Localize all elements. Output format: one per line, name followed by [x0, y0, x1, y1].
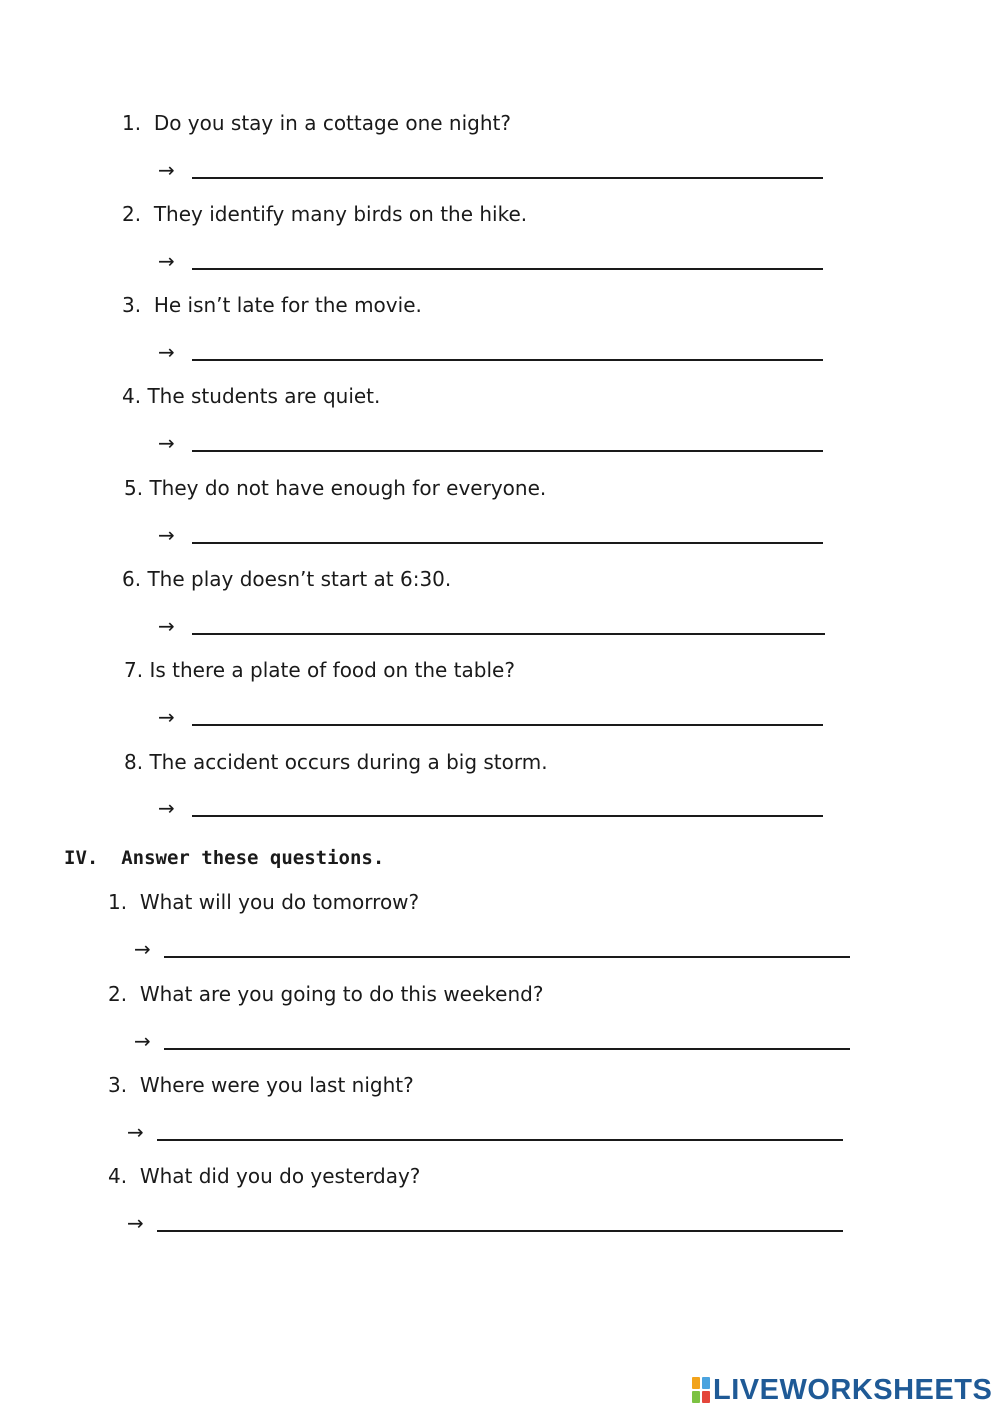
answer-line-iv-2[interactable] [164, 1048, 850, 1050]
answer-line-8[interactable] [192, 815, 823, 817]
question-8: 8. The accident occurs during a big storm. [124, 750, 548, 774]
question-1: 1. Do you stay in a cottage one night? [122, 111, 511, 135]
logo-text: LIVEWORKSHEETS [713, 1373, 993, 1406]
arrow-icon: → [127, 1120, 144, 1144]
answer-line-iv-4[interactable] [157, 1230, 843, 1232]
question-3: 3. He isn’t late for the movie. [122, 293, 422, 317]
logo-mark-icon [692, 1377, 710, 1403]
arrow-icon: → [158, 249, 175, 273]
answer-line-5[interactable] [192, 542, 823, 544]
question-5: 5. They do not have enough for everyone. [124, 476, 547, 500]
answer-line-7[interactable] [192, 724, 823, 726]
arrow-icon: → [158, 705, 175, 729]
answer-line-iv-1[interactable] [164, 956, 850, 958]
logo-mark-tile [702, 1391, 710, 1403]
question-iv-1: 1. What will you do tomorrow? [108, 890, 420, 914]
section-heading: IV. Answer these questions. [64, 847, 385, 869]
question-iv-4: 4. What did you do yesterday? [108, 1164, 421, 1188]
question-6: 6. The play doesn’t start at 6:30. [122, 567, 452, 591]
arrow-icon: → [158, 523, 175, 547]
answer-line-4[interactable] [192, 450, 823, 452]
question-4: 4. The students are quiet. [122, 384, 381, 408]
arrow-icon: → [134, 937, 151, 961]
arrow-icon: → [158, 340, 175, 364]
arrow-icon: → [158, 431, 175, 455]
logo-mark-tile [692, 1377, 700, 1389]
answer-line-2[interactable] [192, 268, 823, 270]
arrow-icon: → [158, 614, 175, 638]
answer-line-iv-3[interactable] [157, 1139, 843, 1141]
logo-mark-tile [702, 1377, 710, 1389]
arrow-icon: → [158, 796, 175, 820]
arrow-icon: → [158, 158, 175, 182]
logo-mark-tile [692, 1391, 700, 1403]
answer-line-1[interactable] [192, 177, 823, 179]
question-2: 2. They identify many birds on the hike. [122, 202, 528, 226]
answer-line-3[interactable] [192, 359, 823, 361]
arrow-icon: → [127, 1211, 144, 1235]
liveworksheets-logo [692, 1374, 992, 1406]
question-iv-2: 2. What are you going to do this weekend? [108, 982, 544, 1006]
arrow-icon: → [134, 1029, 151, 1053]
question-iv-3: 3. Where were you last night? [108, 1073, 414, 1097]
answer-line-6[interactable] [192, 633, 825, 635]
question-7: 7. Is there a plate of food on the table? [124, 658, 515, 682]
